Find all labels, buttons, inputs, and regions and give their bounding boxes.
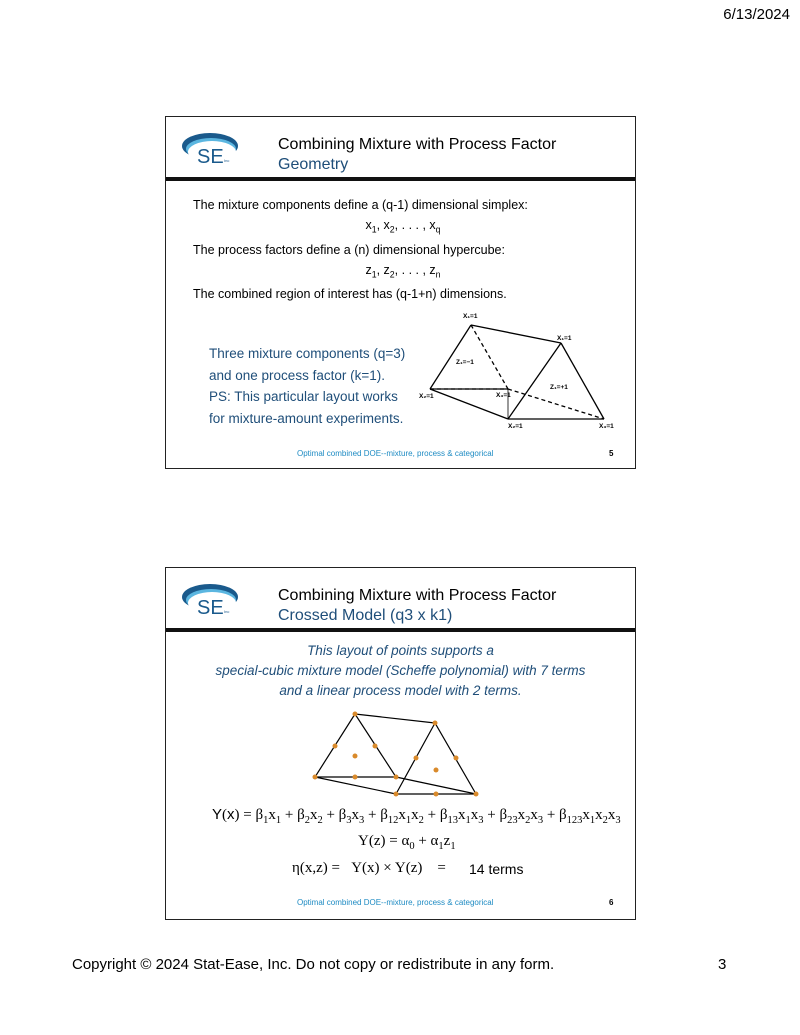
region-text: The combined region of interest has (q-1+n) dimensions. — [193, 287, 507, 301]
title-rule — [166, 628, 635, 632]
combined-model-equation: η(x,z) = Y(x) × Y(z) = — [292, 860, 454, 876]
logo-small-text: Inc — [224, 158, 230, 163]
label-x3-bottom-right: X₃=1 — [599, 423, 614, 430]
note-line: PS: This particular layout works — [209, 389, 398, 404]
label-x3-mid: X₃=1 — [496, 392, 511, 399]
description-line: special-cubic mixture model (Scheffe polynomial) with 7 terms — [215, 663, 586, 678]
label-z-minus: Z₁=−1 — [456, 359, 474, 366]
title-rule — [166, 177, 635, 181]
page-number: 3 — [718, 956, 727, 973]
process-model-equation: $Y(z) = \alpha_0 + \alpha_1z_1$ — [358, 833, 456, 852]
description-line: This layout of points supports a — [307, 643, 494, 658]
design-points-diagram — [306, 706, 496, 801]
hypercube-text: The process factors define a (n) dimensional hypercube: — [193, 242, 505, 257]
mixture-model-equation: $Y(x) = \beta_1x_1 + \beta_2x_2 + \beta_3x_3 + \beta_{12}x_1x_2 + \beta_{13}x_1x_3 + \beta_{23}x_2x_3 + \beta_{123}x_1x_2x_3$ — [212, 806, 621, 826]
logo-text: SE — [197, 146, 224, 168]
label-x2-bottom: X₂=1 — [508, 423, 523, 430]
label-z-plus: Z₁=+1 — [550, 384, 568, 391]
mixture-variables: $x_1$, $x_2$, . . . , $x_q$ — [365, 218, 441, 235]
slide-title: Combining Mixture with Process Factor — [278, 587, 557, 604]
logo-text: SE — [197, 597, 224, 619]
description-line: and a linear process model with 2 terms. — [279, 683, 522, 698]
stat-ease-logo — [180, 580, 240, 620]
label-x1-top-right: X₁=1 — [557, 335, 572, 342]
process-variables: $z_1$, $z_2$, . . . , $z_n$ — [365, 262, 441, 279]
slide-5 — [165, 116, 636, 469]
logo-small-text: Inc — [224, 609, 230, 614]
slide-subtitle: Geometry — [278, 156, 349, 173]
label-x2-left: X₂=1 — [419, 393, 434, 400]
blue-note — [209, 343, 405, 429]
slide-number: 6 — [609, 898, 614, 907]
slide-number: 5 — [609, 449, 614, 458]
note-line: for mixture-amount experiments. — [209, 410, 404, 426]
term-count: 14 terms — [469, 861, 524, 877]
stat-ease-logo — [180, 129, 240, 169]
slide-title: Combining Mixture with Process Factor — [278, 136, 557, 153]
prism-diagram — [416, 307, 626, 437]
note-line: Three mixture components (q=3) — [209, 346, 406, 361]
label-x1-top-left: X₁=1 — [463, 313, 478, 320]
note-line: and one process factor (k=1). — [209, 367, 385, 383]
slide-footer: Optimal combined DOE--mixture, process & categorical — [297, 898, 494, 907]
model-description — [166, 641, 635, 701]
page-date: 6/13/2024 — [723, 6, 790, 23]
copyright-notice: Copyright © 2024 Stat-Ease, Inc. Do not copy or redistribute in any form. — [72, 956, 555, 973]
slide-6 — [165, 567, 636, 920]
simplex-text: The mixture components define a (q-1) dimensional simplex: — [193, 198, 528, 212]
slide-footer: Optimal combined DOE--mixture, process & categorical — [297, 449, 494, 458]
slide-subtitle: Crossed Model (q3 x k1) — [278, 607, 453, 624]
